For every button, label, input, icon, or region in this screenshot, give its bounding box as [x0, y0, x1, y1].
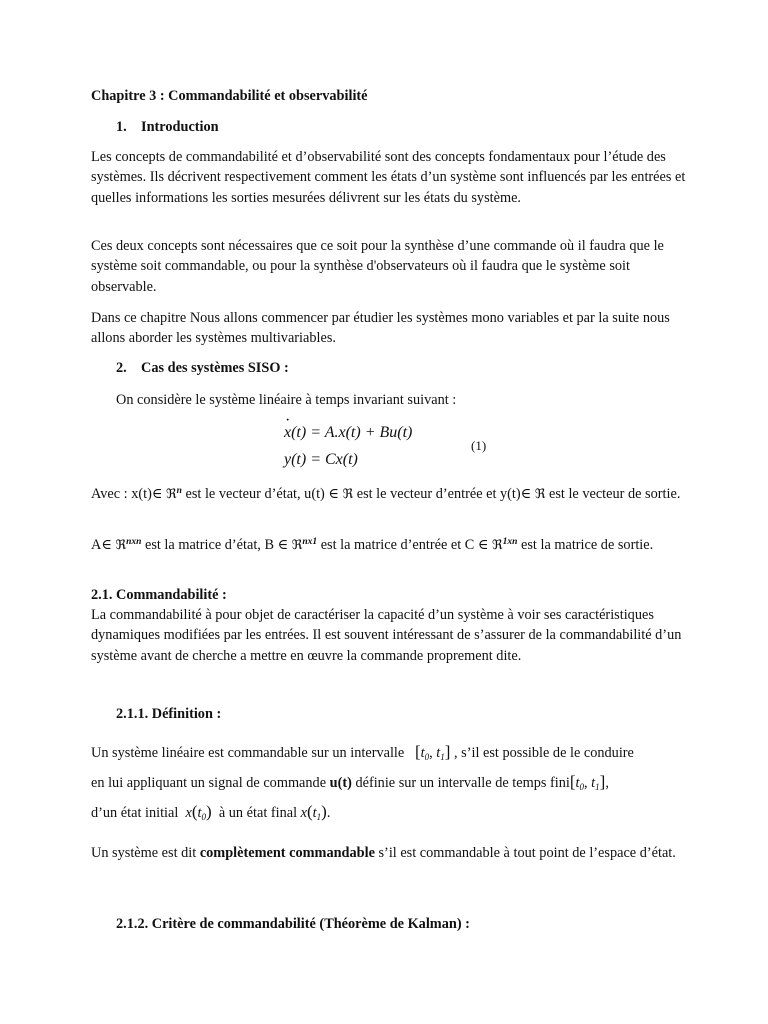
section-title: Cas des systèmes SISO :	[141, 360, 289, 376]
equation-number: (1)	[471, 438, 487, 453]
definition-line-1: Un système linéaire est commandable sur un intervalle [$t_0$, $t_1$] , s’il est possible de le conduire	[91, 742, 634, 762]
intro-paragraph-2: Ces deux concepts sont nécessaires que ce soit pour la synthèse d’une commande où il faudra que le système soit commandable, ou pour la synthèse d'observateurs où il faudra que le système soit observable.	[91, 238, 664, 295]
control-signal: u(t)	[329, 775, 352, 791]
section-heading-introduction	[116, 117, 712, 137]
derivative-dot: ·	[285, 412, 291, 429]
definition-line-2: en lui appliquant un signal de commande u(t) définie sur un intervalle de temps $fini[t_0$, $t_1$],	[91, 772, 609, 792]
intro-paragraph-1: Les concepts de commandabilité et d’observabilité sont des concepts fondamentaux pour l’étude des systèmes. Ils décrivent respectivement comment les états d’un système sont influencés par les entrées et quelles informations les sorties mesurées délivrent sur les états du système.	[91, 149, 686, 206]
section-title: Introduction	[141, 119, 219, 135]
siso-intro: On considère le système linéaire à temps invariant suivant :	[116, 392, 457, 408]
output-equation: y(t) = Cx(t)	[284, 451, 358, 468]
avec-paragraph: Avec : x(t)∈ ℜ$^n$ est le vecteur d’état, u(t) ∈ ℜ est le vecteur d’entrée et y(t)∈ ℜ est le vecteur de sortie.	[91, 486, 681, 502]
intro-paragraph-3: Dans ce chapitre Nous allons commencer par étudier les systèmes mono variables et par la suite nous allons aborder les systèmes multivariables.	[91, 310, 670, 347]
commandabilite-paragraph: La commandabilité à pour objet de caractériser la capacité d’un système à voir ses caractéristiques dynamiques modifiées par les entrées. Il est souvent intéressant de s’assurer de la commandabilité d’un système avant de cherche a mettre en œuvre la commande proprement dite.	[91, 607, 682, 664]
subsection-heading-commandabilite: 2.1. Commandabilité :	[91, 587, 227, 603]
section-number: 1.	[116, 119, 127, 135]
subsubsection-heading-kalman: 2.1.2. Critère de commandabilité (Théorème de Kalman) :	[116, 916, 470, 932]
complete-commandability-paragraph: Un système est dit complètement commandable s’il est commandable à tout point de l’espace d’état.	[91, 845, 676, 861]
subsubsection-heading-definition: 2.1.1. Définition :	[116, 706, 222, 722]
section-number: 2.	[116, 360, 127, 376]
state-equation-text: x(t) = A.x(t) + Bu(t)	[284, 424, 413, 441]
state-equation	[284, 422, 412, 445]
matrices-paragraph: A∈ ℜ$^{nxn}$ est la matrice d’état, B ∈ ℜ$^{nx1}$ est la matrice d’entrée et C ∈ ℜ$^{1xn}$ est la matrice de sortie.	[91, 537, 654, 553]
section-heading-siso	[116, 358, 712, 378]
chapter-title: Chapitre 3 : Commandabilité et observabilité	[91, 88, 368, 104]
definition-line-3: d’un état initial $x(t_0)$ à un état final $x(t_1)$.	[91, 802, 331, 822]
